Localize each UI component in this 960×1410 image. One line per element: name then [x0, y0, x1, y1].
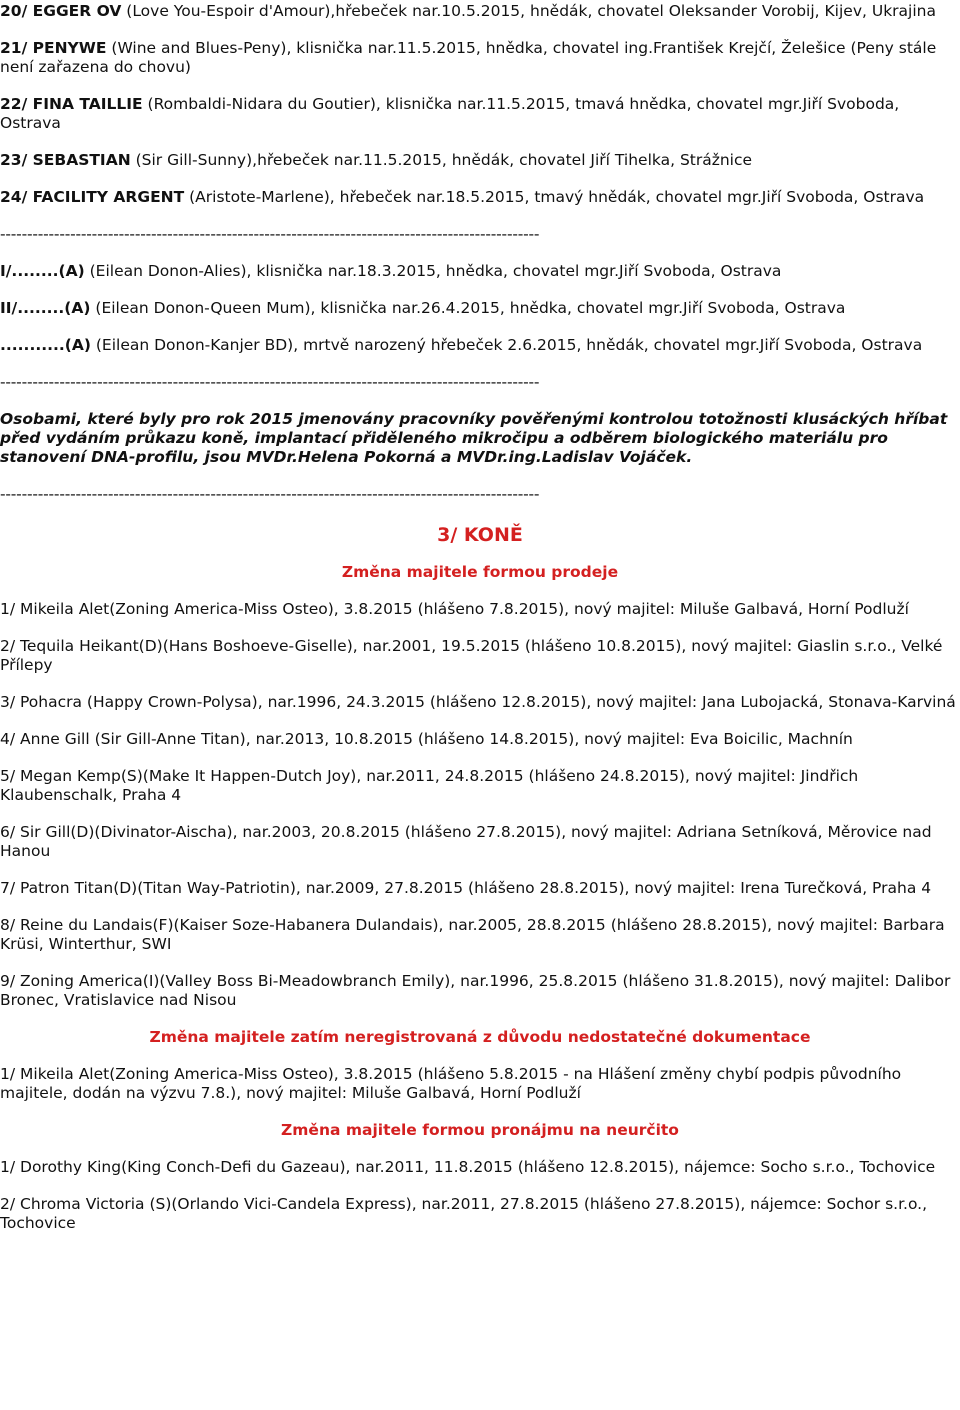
sale-item: 5/ Megan Kemp(S)(Make It Happen-Dutch Joy), nar.2011, 24.8.2015 (hlášeno 24.8.2015), nový majitel: Jindřich Klaubenschalk, Praha 4 [0, 767, 859, 804]
lease-item: 1/ Dorothy King(King Conch-Defi du Gazeau), nar.2011, 11.8.2015 (hlášeno 12.8.2015), nájemce: Socho s.r.o., Tochovice [0, 1158, 936, 1176]
foal-entry-20 [0, 2, 960, 21]
a-entry-3 [0, 336, 960, 355]
subheading-lease: Změna majitele formou pronájmu na neurčito [281, 1121, 679, 1139]
foal-entry-24 [0, 188, 960, 207]
foal-details: (Aristote-Marlene), hřebeček nar.18.5.2015, tmavý hnědák, chovatel mgr.Jiří Svoboda, Ostrava [184, 188, 925, 206]
a-entry-2 [0, 299, 960, 318]
a-entry-label: II/........(A) [0, 299, 91, 317]
a-entry-label: I/........(A) [0, 262, 85, 280]
a-entry-label: ...........(A) [0, 336, 91, 354]
foal-details: (Wine and Blues-Peny), klisnička nar.11.5.2015, hnědka, chovatel ing.František Krejčí, Želešice (Peny stále není zařazena do chovu) [0, 39, 937, 76]
unregistered-item: 1/ Mikeila Alet(Zoning America-Miss Osteo), 3.8.2015 (hlášeno 5.8.2015 - na Hlášení změny chybí podpis původního majitele, dodán na výzvu 7.8.), nový majitel: Miluše Galbavá, Horní Podluží [0, 1065, 902, 1102]
sale-item: 3/ Pohacra (Happy Crown-Polysa), nar.1996, 24.3.2015 (hlášeno 12.8.2015), nový majitel: Jana Lubojacká, Stonava-Karviná [0, 693, 956, 711]
separator-line: ---------------------------------------------------------------------------------------------------- [0, 225, 540, 243]
section-title-horses: 3/ KONĚ [437, 524, 523, 546]
sale-item: 2/ Tequila Heikant(D)(Hans Boshoeve-Giselle), nar.2001, 19.5.2015 (hlášeno 10.8.2015), nový majitel: Giaslin s.r.o., Velké Přílepy [0, 637, 943, 674]
foal-name: 21/ PENYWE [0, 39, 107, 57]
foal-name: 24/ FACILITY ARGENT [0, 188, 185, 206]
foal-entry-21 [0, 39, 960, 77]
foal-details: (Rombaldi-Nidara du Goutier), klisnička nar.11.5.2015, tmavá hnědka, chovatel mgr.Jiří Svoboda, Ostrava [0, 95, 900, 132]
sale-item: 7/ Patron Titan(D)(Titan Way-Patriotin), nar.2009, 27.8.2015 (hlášeno 28.8.2015), nový majitel: Irena Turečková, Praha 4 [0, 879, 932, 897]
sale-item: 8/ Reine du Landais(F)(Kaiser Soze-Habanera Dulandais), nar.2005, 28.8.2015 (hlášeno 28.8.2015), nový majitel: Barbara Krüsi, Winterthur, SWI [0, 916, 945, 953]
sale-item: 9/ Zoning America(I)(Valley Boss Bi-Meadowbranch Emily), nar.1996, 25.8.2015 (hlášeno 31.8.2015), nový majitel: Dalibor Bronec, Vratislavice nad Nisou [0, 972, 951, 1009]
subheading-unregistered: Změna majitele zatím neregistrovaná z důvodu nedostatečné dokumentace [149, 1028, 811, 1046]
foal-details: (Love You-Espoir d'Amour),hřebeček nar.10.5.2015, hnědák, chovatel Oleksander Vorobij, Kijev, Ukrajina [121, 2, 936, 20]
inspection-note: Osobami, které byly pro rok 2015 jmenovány pracovníky pověřenými kontrolou totožnosti klusáckých hříbat před vydáním průkazu koně, implantací přiděleného mikročipu a odběrem biologického materiálu pro stanovení DNA-profilu, jsou MVDr.Helena Pokorná a MVDr.ing.Ladislav Vojáček. [0, 410, 948, 466]
foal-entry-23 [0, 151, 960, 170]
a-entry-details: (Eilean Donon-Kanjer BD), mrtvě narozený hřebeček 2.6.2015, hnědák, chovatel mgr.Jiří Svoboda, Ostrava [90, 336, 923, 354]
a-entry-1 [0, 262, 960, 281]
a-entry-details: (Eilean Donon-Queen Mum), klisnička nar.26.4.2015, hnědka, chovatel mgr.Jiří Svoboda, Ostrava [90, 299, 846, 317]
separator-line: ---------------------------------------------------------------------------------------------------- [0, 373, 540, 391]
foal-name: 23/ SEBASTIAN [0, 151, 131, 169]
sale-item: 4/ Anne Gill (Sir Gill-Anne Titan), nar.2013, 10.8.2015 (hlášeno 14.8.2015), nový majitel: Eva Boicilic, Machnín [0, 730, 853, 748]
a-entry-details: (Eilean Donon-Alies), klisnička nar.18.3.2015, hnědka, chovatel mgr.Jiří Svoboda, Ostrava [84, 262, 782, 280]
subheading-sale: Změna majitele formou prodeje [341, 563, 619, 581]
foal-entry-22 [0, 95, 960, 133]
sale-item: 6/ Sir Gill(D)(Divinator-Aischa), nar.2003, 20.8.2015 (hlášeno 27.8.2015), nový majitel: Adriana Setníková, Měrovice nad Hanou [0, 823, 932, 860]
sale-item: 1/ Mikeila Alet(Zoning America-Miss Osteo), 3.8.2015 (hlášeno 7.8.2015), nový majitel: Miluše Galbavá, Horní Podluží [0, 600, 909, 618]
lease-item: 2/ Chroma Victoria (S)(Orlando Vici-Candela Express), nar.2011, 27.8.2015 (hlášeno 27.8.2015), nájemce: Sochor s.r.o., Tochovice [0, 1195, 928, 1232]
foal-details: (Sir Gill-Sunny),hřebeček nar.11.5.2015, hnědák, chovatel Jiří Tihelka, Strážnice [130, 151, 753, 169]
foal-name: 20/ EGGER OV [0, 2, 122, 20]
separator-line: ---------------------------------------------------------------------------------------------------- [0, 485, 540, 503]
foal-name: 22/ FINA TAILLIE [0, 95, 143, 113]
